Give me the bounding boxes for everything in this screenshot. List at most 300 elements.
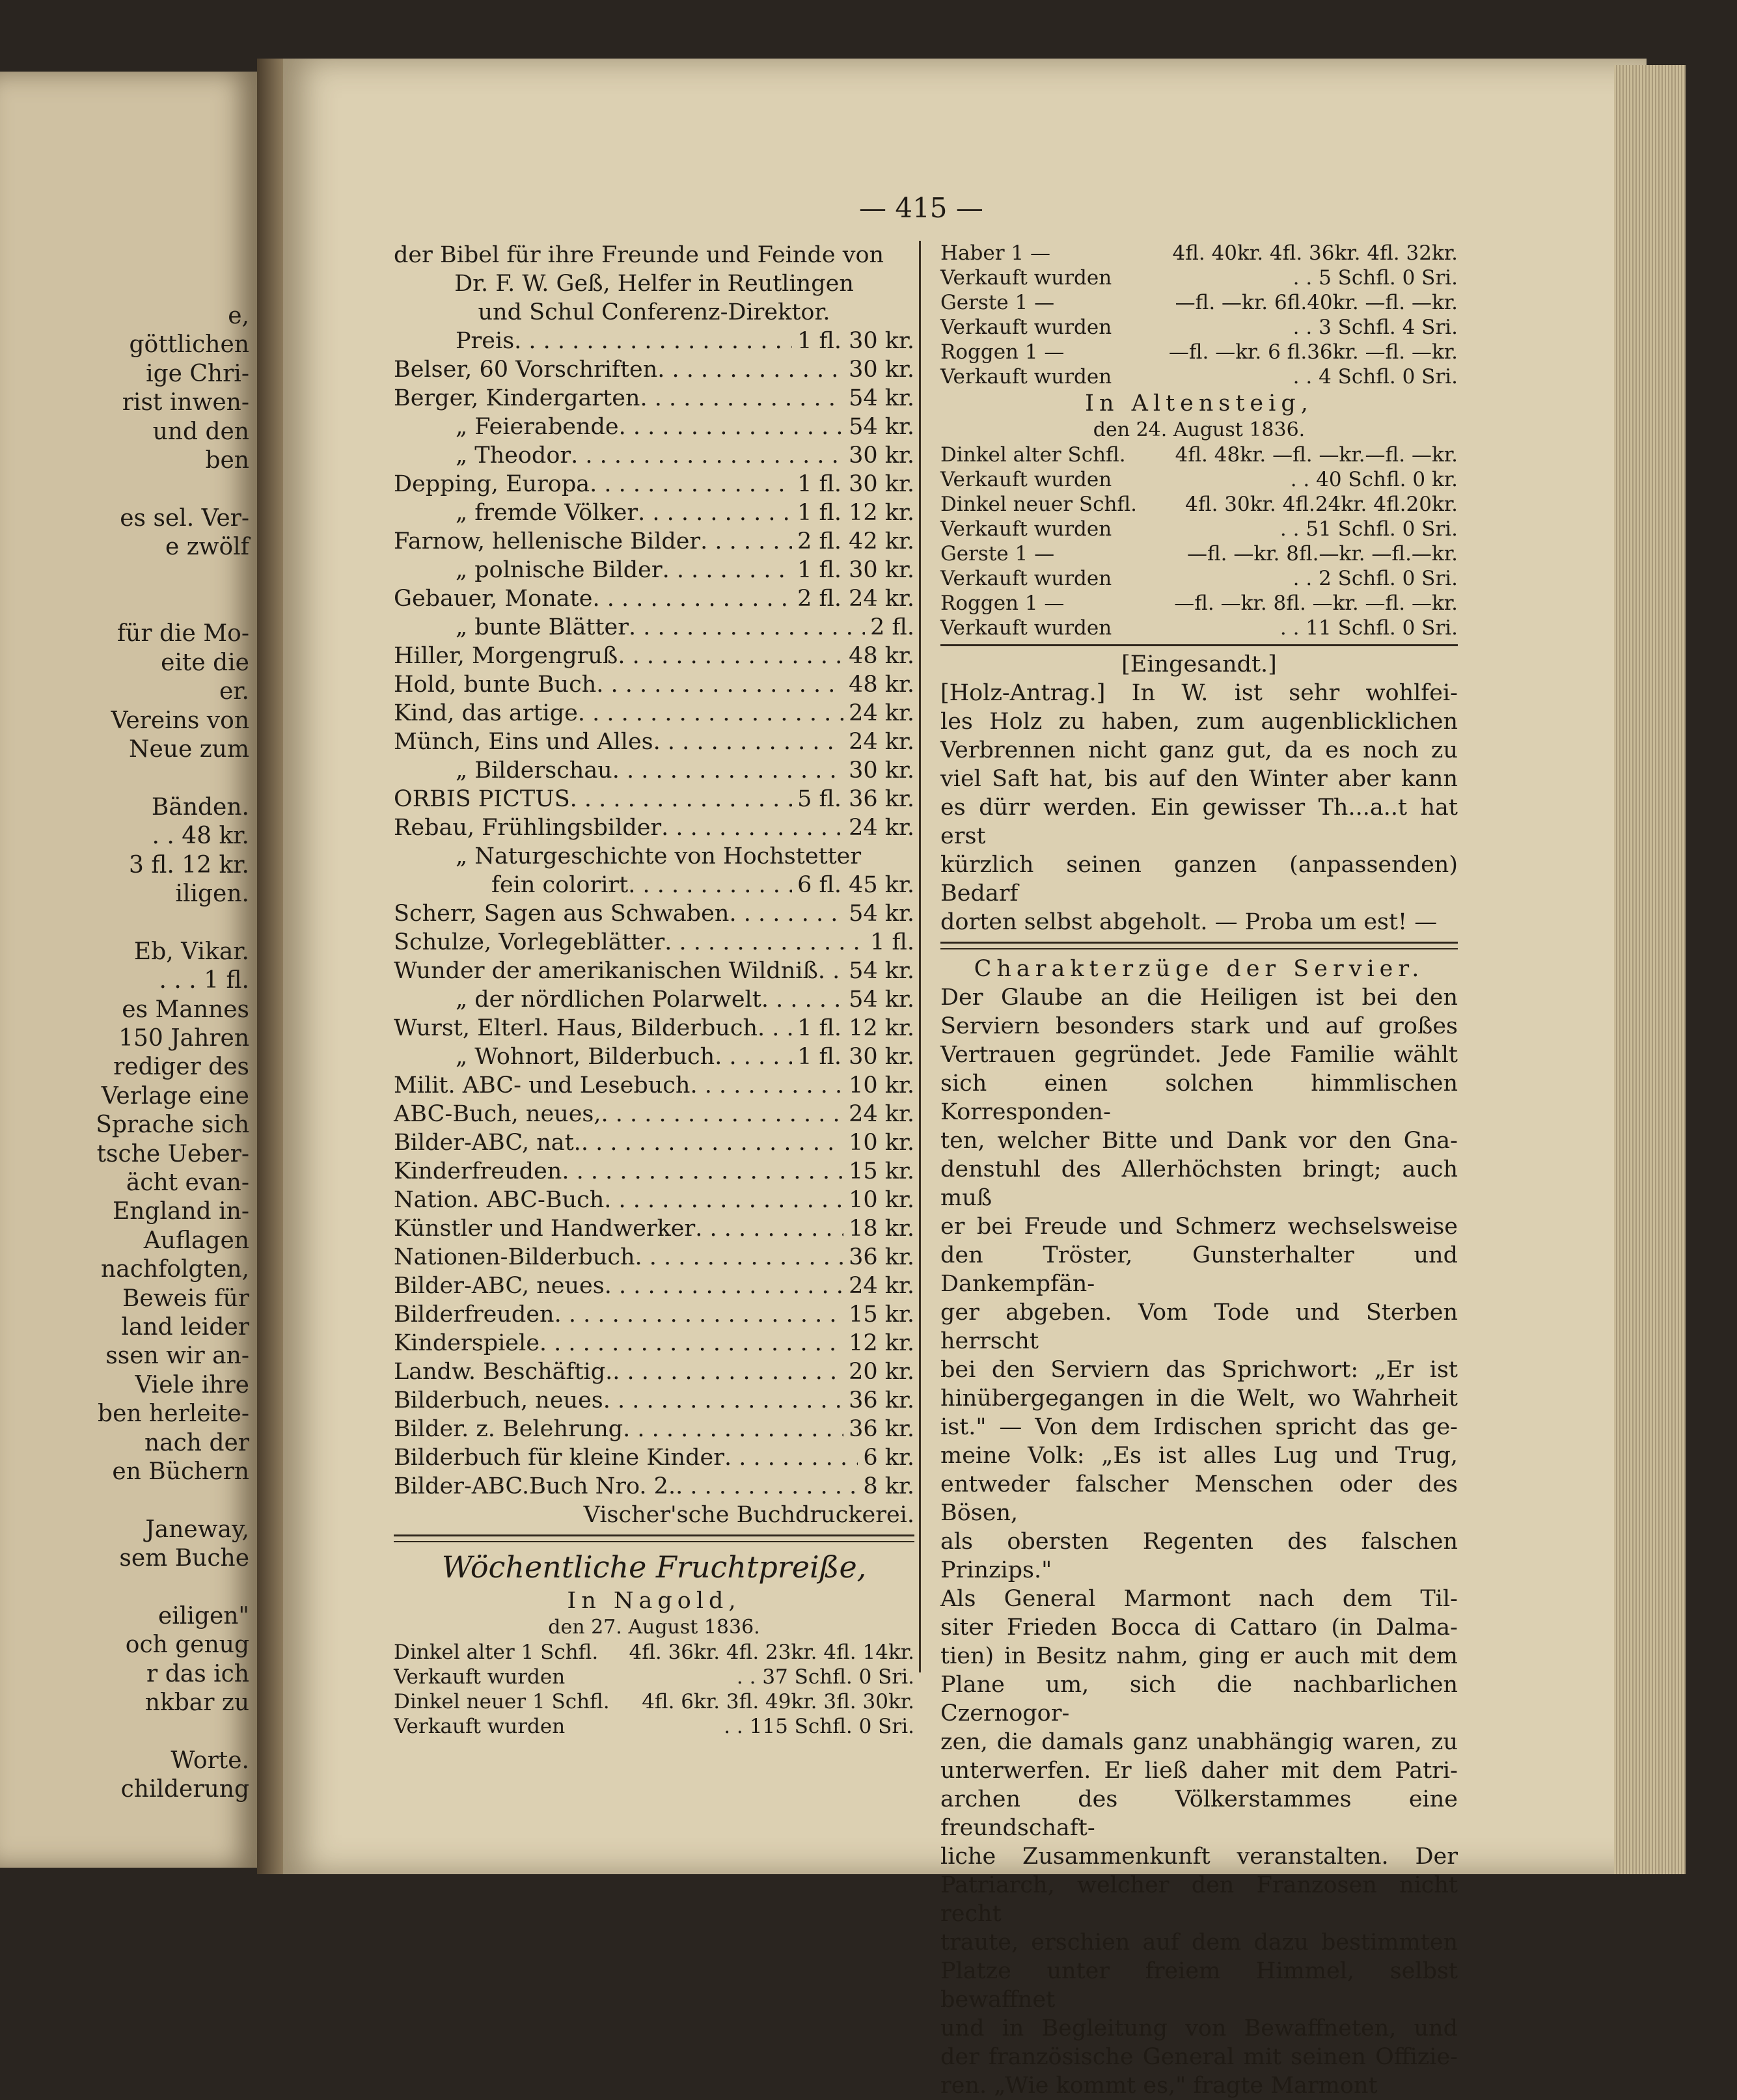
left-fragment-line: Bänden. <box>151 793 249 821</box>
book-list-row <box>394 785 914 813</box>
left-fragment-line: e, <box>228 303 249 329</box>
market-price-table <box>940 241 1458 389</box>
book-list-row <box>394 1415 914 1443</box>
book-list-row <box>394 1443 914 1472</box>
market-label: Verkauft wurden <box>940 365 1112 389</box>
market-label: Dinkel neuer Schfl. <box>940 493 1138 516</box>
book-list-row <box>394 1014 914 1043</box>
left-fragment-line: e zwölf <box>165 534 249 561</box>
market-place: In Altensteig, <box>1085 390 1313 416</box>
left-fragment-line: ige Chri- <box>146 360 249 387</box>
left-fragment-line: ben herleite- <box>98 1400 249 1428</box>
book-title: „ polnische Bilder <box>456 557 663 583</box>
leader-dots <box>690 1071 843 1100</box>
market-value: . . 40 Schfl. 0 kr. <box>1290 468 1458 491</box>
book-list-row <box>394 1157 914 1186</box>
book-list-row <box>394 556 914 584</box>
book-title: Gebauer, Monate <box>394 586 593 612</box>
book-list-row <box>394 613 914 642</box>
book-title: Scherr, Sagen aus Schwaben <box>394 901 730 927</box>
leader-dots <box>700 527 792 556</box>
left-fragment-line: rist inwen- <box>122 389 249 416</box>
market-value: . . 5 Schfl. 0 Sri. <box>1292 266 1458 290</box>
book-list-row <box>394 498 914 527</box>
leader-dots <box>761 985 843 1014</box>
book-title: Bilder. z. Belehrung <box>394 1416 623 1442</box>
book-title: Kind, das artige <box>394 700 578 726</box>
leader-dots <box>562 1157 843 1186</box>
book-title: Bilder-ABC, nat. <box>394 1130 581 1156</box>
fruit-prices-date: den 27. August 1836. <box>548 1616 760 1639</box>
leader-dots <box>570 785 792 813</box>
book-price: 1 fl. 30 kr. <box>797 471 914 497</box>
left-fragment-line: für die Mo- <box>116 620 249 648</box>
leader-dots <box>638 498 792 527</box>
text-line: bei den Serviern das Sprichwort: „Er ist <box>940 1357 1458 1383</box>
book-title: Preis <box>456 328 515 354</box>
book-price: 1 fl. 12 kr. <box>797 1015 914 1041</box>
book-title: Bilder-ABC, neues <box>394 1273 605 1299</box>
book-list-row <box>394 1243 914 1272</box>
left-page-fragment <box>0 72 257 1868</box>
right-column <box>940 241 1458 2100</box>
market-value: . . 4 Schfl. 0 Sri. <box>1292 365 1458 389</box>
leader-dots <box>663 556 793 584</box>
market-label: Roggen 1 — <box>940 592 1065 615</box>
book-price: 24 kr. <box>849 1101 914 1127</box>
market-label: Dinkel alter 1 Schfl. <box>394 1641 599 1664</box>
book-price: 15 kr. <box>849 1302 914 1328</box>
text-line: archen des Völkerstammes eine freundschaft- <box>940 1786 1458 1841</box>
market-date: den 24. August 1836. <box>1093 418 1306 441</box>
market-value: —fl. —kr. 6 fl.36kr. —fl. —kr. <box>1168 340 1458 364</box>
leader-dots <box>635 1243 844 1272</box>
leader-dots <box>715 1043 792 1071</box>
text-line: siter Frieden Bocca di Cattaro (in Dalma- <box>940 1615 1458 1641</box>
market-label: Haber 1 — <box>940 241 1050 265</box>
left-fragment-line: Beweis für <box>122 1285 249 1312</box>
book-price: 36 kr. <box>849 1244 914 1270</box>
leader-dots <box>601 1100 844 1128</box>
text-line: Patriarch, welcher den Franzosen nicht recht <box>940 1872 1458 1927</box>
book-list-row <box>394 871 914 899</box>
market-row <box>940 364 1458 389</box>
book-list-row <box>394 899 914 928</box>
left-fragment-line: 150 Jahren <box>118 1025 249 1052</box>
text-line: Verbrennen nicht ganz gut, da es noch zu <box>940 737 1458 763</box>
text-line: und in Begleitung von Bewaffneten, und <box>940 2015 1458 2041</box>
leader-dots <box>664 928 865 957</box>
book-list-row <box>394 1071 914 1100</box>
text-line: ger abgeben. Vom Tode und Sterben herrscht <box>940 1300 1458 1354</box>
left-fragment-line: tsche Ueber- <box>96 1140 249 1167</box>
book-gutter <box>257 59 283 1874</box>
book-title: Wunder der amerikanischen Wildniß <box>394 958 818 984</box>
book-title: Münch, Eins und Alles <box>394 729 653 755</box>
left-fragment-line: . . 48 kr. <box>152 823 249 850</box>
market-row <box>940 541 1458 566</box>
leader-dots <box>676 1472 858 1501</box>
left-fragment-line: nach der <box>144 1429 249 1456</box>
book-list-row <box>394 355 914 384</box>
book-price: 24 kr. <box>849 815 914 841</box>
left-fragment-line: Vereins von <box>111 707 249 734</box>
text-line: hinübergegangen in die Welt, wo Wahrheit <box>940 1385 1458 1411</box>
page-edges <box>1614 65 1686 1874</box>
text-line: Serviern besonders stark und auf großes <box>940 1013 1458 1039</box>
book-list-row <box>394 1300 914 1329</box>
leader-dots <box>758 1014 792 1043</box>
book-list-row <box>394 642 914 670</box>
left-fragment-line: England in- <box>112 1198 249 1225</box>
market-label: Dinkel neuer 1 Schfl. <box>394 1690 610 1713</box>
left-fragment-line: ächt evan- <box>126 1169 249 1196</box>
book-price: 10 kr. <box>849 1072 914 1098</box>
book-title: Kinderspiele <box>394 1330 540 1356</box>
book-title: Schulze, Vorlegeblätter <box>394 929 665 955</box>
book-list-row <box>394 842 914 871</box>
text-line: dorten selbst abgeholt. — Proba um est! — <box>940 909 1438 935</box>
market-row <box>394 1714 914 1739</box>
left-fragment-line: en Büchern <box>112 1458 249 1485</box>
leader-dots <box>592 584 792 613</box>
leader-dots <box>653 728 843 756</box>
text-line: tien) in Besitz nahm, ging er auch mit dem <box>940 1643 1458 1669</box>
text-line: als obersten Regenten des falschen Prinzips." <box>940 1529 1458 1583</box>
article-title: Charakterzüge der Servier. <box>974 956 1425 982</box>
text-line: es dürr werden. Ein gewisser Th...a..t hat erst <box>940 795 1458 849</box>
book-title: Hold, bunte Buch <box>394 672 597 698</box>
book-list-row <box>394 1272 914 1300</box>
text-line: kürzlich seinen ganzen (anpassenden) Bedarf <box>940 852 1458 907</box>
left-fragment-line: och genug <box>125 1631 249 1659</box>
book-price-list <box>394 327 914 1501</box>
market-label: Verkauft wurden <box>394 1665 566 1689</box>
market-label: Roggen 1 — <box>940 340 1065 364</box>
page-number: — 415 — <box>859 192 983 224</box>
leader-dots <box>629 613 865 642</box>
leader-dots <box>578 699 843 728</box>
leader-dots <box>623 1415 843 1443</box>
book-price: 30 kr. <box>849 357 914 383</box>
book-title: „ bunte Blätter <box>456 614 629 640</box>
book-price: 10 kr. <box>849 1187 914 1213</box>
book-price: 2 fl. 42 kr. <box>797 528 914 554</box>
market-price-table-altensteig <box>940 443 1458 640</box>
text-line: Plane um, sich die nachbarlichen Czernogor- <box>940 1672 1458 1726</box>
book-title: Farnow, hellenische Bilder <box>394 528 701 554</box>
text-line: [Holz-Antrag.] In W. ist sehr wohlfei- <box>940 680 1458 706</box>
left-fragment-line: er. <box>219 678 249 705</box>
book-list-row <box>394 527 914 556</box>
leader-dots <box>590 470 792 498</box>
leader-dots <box>657 355 843 384</box>
market-value: . . 37 Schfl. 0 Sri. <box>736 1665 914 1689</box>
market-label: Dinkel alter Schfl. <box>940 443 1126 467</box>
book-title: Bilderbuch, neues <box>394 1387 603 1413</box>
left-fragment-line: rediger des <box>113 1054 249 1081</box>
market-row <box>940 315 1458 340</box>
leader-dots <box>628 871 792 899</box>
section-rule <box>940 644 1458 646</box>
book-title: „ Theodor <box>456 443 571 469</box>
book-price: 36 kr. <box>849 1416 914 1442</box>
leader-dots <box>729 899 843 928</box>
text-line: denstuhl des Allerhöchsten bringt; auch muß <box>940 1156 1458 1211</box>
market-label: Verkauft wurden <box>940 616 1112 640</box>
intro-line: und Schul Conferenz-Direktor. <box>478 299 830 325</box>
leader-dots <box>603 1386 843 1415</box>
book-price: 15 kr. <box>849 1158 914 1184</box>
left-fragment-line: Verlage eine <box>101 1082 249 1110</box>
left-fragment-line: Janeway, <box>145 1516 249 1543</box>
leader-dots <box>554 1300 844 1329</box>
book-price: 24 kr. <box>849 1273 914 1299</box>
left-column <box>394 241 914 1739</box>
book-title: Bilderbuch für kleine Kinder <box>394 1445 724 1471</box>
book-price: 2 fl. <box>870 614 914 640</box>
book-list-row <box>394 1386 914 1415</box>
fruit-prices-title: Wöchentliche Fruchtpreiße, <box>441 1549 867 1585</box>
book-price: 54 kr. <box>849 958 914 984</box>
book-list-row <box>394 670 914 699</box>
book-title: Wurst, Elterl. Haus, Bilderbuch <box>394 1015 758 1041</box>
book-price: 30 kr. <box>849 443 914 469</box>
book-list-row <box>394 813 914 842</box>
leader-dots <box>612 756 843 785</box>
market-row <box>940 241 1458 266</box>
book-title: Bilder-ABC.Buch Nro. 2. <box>394 1473 676 1499</box>
book-title: Belser, 60 Vorschriften <box>394 357 658 383</box>
market-row <box>940 467 1458 492</box>
market-value: . . 11 Schfl. 0 Sri. <box>1279 616 1458 640</box>
market-value: —fl. —kr. 8fl. —kr. —fl. —kr. <box>1174 592 1458 615</box>
book-title: Künstler und Handwerker <box>394 1216 696 1242</box>
leader-dots <box>604 1186 843 1214</box>
book-price: 54 kr. <box>849 385 914 411</box>
book-list-row <box>394 413 914 441</box>
book-list-row <box>394 699 914 728</box>
market-value: —fl. —kr. 8fl.—kr. —fl.—kr. <box>1186 542 1458 566</box>
left-fragment-line: eite die <box>161 649 249 676</box>
text-line: Der Glaube an die Heiligen ist bei den <box>940 985 1458 1011</box>
intro-line: Dr. F. W. Geß, Helfer in Reutlingen <box>454 271 854 297</box>
market-row <box>940 340 1458 364</box>
book-title: Rebau, Frühlingsbilder <box>394 815 662 841</box>
book-price: 8 kr. <box>863 1473 914 1499</box>
book-price: 6 kr. <box>863 1445 914 1471</box>
book-title: Kinderfreuden <box>394 1158 562 1184</box>
left-fragment-line: Viele ihre <box>135 1371 249 1398</box>
article-text <box>940 983 1458 2100</box>
market-row <box>394 1689 914 1714</box>
market-row <box>394 1665 914 1689</box>
text-line: ten, welcher Bitte und Dank vor den Gna- <box>940 1128 1458 1154</box>
market-label: Verkauft wurden <box>940 468 1112 491</box>
book-price: 6 fl. 45 kr. <box>797 872 914 898</box>
leader-dots <box>724 1443 858 1472</box>
text-line: Platze unter freiem Himmel, selbst bewaffnet <box>940 1958 1458 2013</box>
left-fragment-line: Worte. <box>171 1747 249 1774</box>
book-price: 48 kr. <box>849 672 914 698</box>
left-fragment-line: eiligen" <box>158 1603 249 1630</box>
market-row <box>940 443 1458 467</box>
text-line: liche Zusammenkunft veranstalten. Der <box>940 1844 1458 1870</box>
text-line: traute, erschien auf dem dazu bestimmten <box>940 1930 1458 1956</box>
leader-dots <box>596 670 843 699</box>
leader-dots <box>571 441 843 470</box>
book-title: „ Naturgeschichte von Hochstetter <box>456 843 862 869</box>
book-list-row <box>394 441 914 470</box>
eingesandt-text <box>940 679 1458 936</box>
left-fragment-line: iligen. <box>175 880 249 907</box>
book-list-row <box>394 384 914 413</box>
text-line: den Tröster, Gunsterhalter und Dankempfän- <box>940 1242 1458 1297</box>
text-line: meine Volk: „Es ist alles Lug und Trug, <box>940 1443 1458 1469</box>
book-list-row <box>394 756 914 785</box>
book-price: 1 fl. 30 kr. <box>797 1044 914 1070</box>
book-price: 24 kr. <box>849 729 914 755</box>
left-fragment-line: Neue zum <box>128 736 249 763</box>
text-line: unterwerfen. Er ließ daher mit dem Patri- <box>940 1758 1458 1784</box>
leader-dots <box>612 1357 843 1386</box>
left-fragment-line: Eb, Vikar. <box>133 938 249 965</box>
left-fragment-line: es sel. Ver- <box>120 504 249 532</box>
book-price: 1 fl. 12 kr. <box>797 500 914 526</box>
market-label: Verkauft wurden <box>394 1715 566 1738</box>
leader-dots <box>619 413 843 441</box>
book-price: 24 kr. <box>849 700 914 726</box>
book-price: 54 kr. <box>849 901 914 927</box>
book-list-row <box>394 1329 914 1357</box>
text-line: ren. „Wie kommt es," fragte Marmont <box>940 2073 1378 2099</box>
book-title: Milit. ABC- und Lesebuch <box>394 1072 691 1098</box>
left-fragment-line: 3 fl. 12 kr. <box>128 851 249 879</box>
market-row <box>940 290 1458 315</box>
book-title: Hiller, Morgengruß <box>394 643 618 669</box>
market-value: . . 3 Schfl. 4 Sri. <box>1292 316 1458 339</box>
market-value: —fl. —kr. 6fl.40kr. —fl. —kr. <box>1175 291 1458 314</box>
text-line: Vertrauen gegründet. Jede Familie wählt <box>940 1042 1458 1068</box>
book-list-intro <box>394 241 914 327</box>
market-value: . . 51 Schfl. 0 Sri. <box>1279 517 1458 541</box>
left-fragment-line: ben <box>205 447 249 474</box>
book-list-row <box>394 1128 914 1157</box>
left-fragment-line: ssen wir an- <box>105 1343 249 1370</box>
left-fragment-line: Auflagen <box>143 1227 249 1254</box>
book-list-row <box>394 327 914 355</box>
book-price: 10 kr. <box>849 1130 914 1156</box>
book-list-row <box>394 1100 914 1128</box>
book-list-row <box>394 728 914 756</box>
left-fragment-line: childerung <box>120 1776 249 1803</box>
publisher-signature: Vischer'sche Buchdruckerei. <box>583 1502 914 1528</box>
market-label: Verkauft wurden <box>940 266 1112 290</box>
leader-dots <box>818 957 843 985</box>
book-title: Nation. ABC-Buch <box>394 1187 605 1213</box>
book-list-row <box>394 1472 914 1501</box>
text-line: Als General Marmont nach dem Til- <box>940 1586 1458 1612</box>
leader-dots <box>661 813 843 842</box>
book-price: 1 fl. 30 kr. <box>797 557 914 583</box>
book-list-row <box>394 957 914 985</box>
market-row <box>940 591 1458 616</box>
market-label: Verkauft wurden <box>940 316 1112 339</box>
left-fragment-line: land leider <box>121 1314 249 1341</box>
left-fragment-line: nachfolgten, <box>101 1256 249 1283</box>
eingesandt-heading: [Eingesandt.] <box>1121 651 1277 677</box>
market-row <box>940 616 1458 640</box>
book-title: Bilderfreuden <box>394 1302 554 1328</box>
section-rule <box>394 1534 914 1542</box>
intro-line: der Bibel für ihre Freunde und Feinde von <box>394 242 884 268</box>
book-price: 30 kr. <box>849 757 914 784</box>
book-list-row <box>394 985 914 1014</box>
leader-dots <box>695 1214 843 1243</box>
book-price: 20 kr. <box>849 1359 914 1385</box>
book-price: 36 kr. <box>849 1387 914 1413</box>
left-fragment-line: r das ich <box>146 1660 249 1687</box>
book-title: ABC-Buch, neues, <box>394 1101 601 1127</box>
left-fragment-line: Sprache sich <box>96 1111 249 1139</box>
fruit-prices-place: In Nagold, <box>567 1588 741 1614</box>
text-line: les Holz zu haben, zum augenblicklichen <box>940 709 1458 735</box>
market-value: 4fl. 36kr. 4fl. 23kr. 4fl. 14kr. <box>629 1641 914 1664</box>
book-price: 5 fl. 36 kr. <box>797 786 914 812</box>
left-fragment-line: nkbar zu <box>144 1689 249 1717</box>
book-title: Depping, Europa <box>394 471 590 497</box>
book-title: „ Bilderschau <box>456 757 612 784</box>
book-price: 54 kr. <box>849 987 914 1013</box>
book-title: Berger, Kindergarten <box>394 385 640 411</box>
book-price: 12 kr. <box>849 1330 914 1356</box>
text-line: entweder falscher Menschen oder des Bösen, <box>940 1471 1458 1526</box>
leader-dots <box>618 642 843 670</box>
book-list-row <box>394 928 914 957</box>
market-value: . . 115 Schfl. 0 Sri. <box>724 1715 914 1738</box>
column-divider <box>919 241 921 1672</box>
book-list-row <box>394 1214 914 1243</box>
book-title: „ Wohnort, Bilderbuch <box>456 1044 715 1070</box>
leader-dots <box>640 384 843 413</box>
left-fragment-line: es Mannes <box>122 996 249 1023</box>
book-price: 48 kr. <box>849 643 914 669</box>
leader-dots <box>540 1329 843 1357</box>
book-title: Landw. Beschäftig. <box>394 1359 613 1385</box>
market-value: 4fl. 30kr. 4fl.24kr. 4fl.20kr. <box>1185 493 1458 516</box>
leader-dots <box>581 1128 843 1157</box>
book-list-row <box>394 1043 914 1071</box>
left-fragment-line: sem Buche <box>119 1545 249 1572</box>
left-fragment-line: göttlichen <box>129 331 249 359</box>
market-value: 4fl. 40kr. 4fl. 36kr. 4fl. 32kr. <box>1172 241 1458 265</box>
market-label: Verkauft wurden <box>940 517 1112 541</box>
market-row <box>940 517 1458 541</box>
book-price: 2 fl. 24 kr. <box>797 586 914 612</box>
text-line: sich einen solchen himmlischen Korresponden- <box>940 1070 1458 1125</box>
leader-dots <box>514 327 792 355</box>
market-value: . . 2 Schfl. 0 Sri. <box>1292 567 1458 590</box>
book-title: Nationen-Bilderbuch <box>394 1244 635 1270</box>
market-row <box>940 266 1458 290</box>
market-row <box>394 1640 914 1665</box>
left-fragment-line: . . . 1 fl. <box>159 967 249 994</box>
book-price: 18 kr. <box>849 1216 914 1242</box>
book-list-row <box>394 1186 914 1214</box>
book-list-row <box>394 470 914 498</box>
book-title: „ Feierabende <box>456 414 619 440</box>
book-list-row <box>394 584 914 613</box>
